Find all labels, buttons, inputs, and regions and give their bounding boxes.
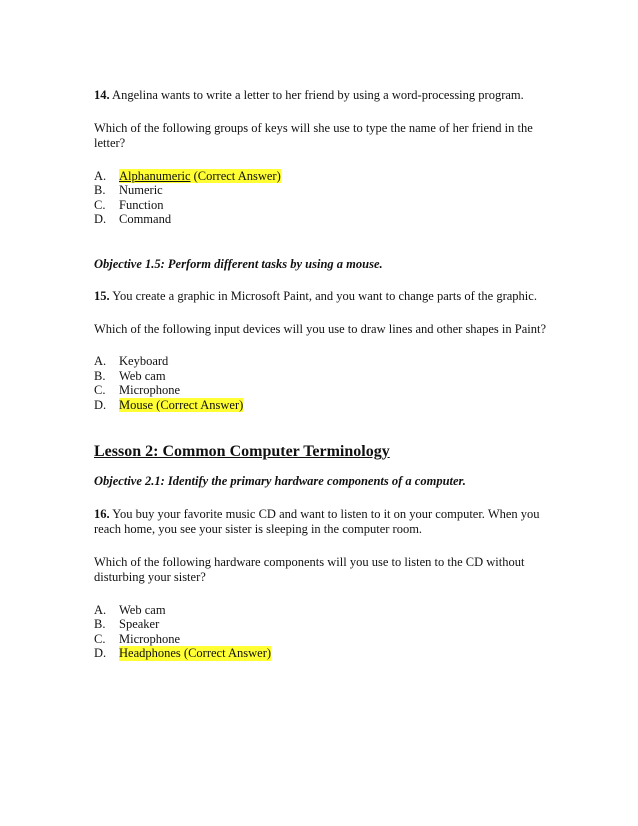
option-letter: A. — [94, 602, 107, 617]
option-row — [94, 617, 564, 632]
question-15-stem-text: You create a graphic in Microsoft Paint, and you want to change parts of the graphic. — [109, 289, 537, 303]
option-row — [94, 632, 564, 647]
option-text: Keyboard — [119, 354, 169, 368]
option-row — [94, 169, 564, 184]
option-text: Function — [119, 197, 164, 212]
option-text: Alphanumeric — [119, 168, 191, 183]
option-text: Web cam — [119, 368, 166, 383]
option-letter: A. — [94, 354, 107, 368]
question-15-number: 15. — [94, 289, 110, 303]
option-row — [94, 354, 564, 369]
option-text: Speaker — [119, 617, 160, 631]
question-15-prompt: Which of the following input devices will you use to draw lines and other shapes in Paint? — [94, 321, 546, 336]
option-letter: A. — [94, 168, 107, 183]
question-15-stem — [94, 289, 564, 305]
option-row — [94, 383, 564, 398]
question-14-number: 14. — [94, 88, 110, 102]
question-14-stem — [94, 88, 564, 104]
question-14-stem-text: Angelina wants to write a letter to her friend by using a word-processing program. — [109, 88, 524, 102]
question-16-number: 16. — [94, 506, 110, 521]
document-page — [94, 88, 564, 661]
option-letter: D. — [94, 646, 107, 660]
question-15-options — [94, 354, 564, 412]
correct-answer-highlight — [119, 169, 281, 184]
correct-answer-highlight: Headphones (Correct Answer) — [119, 646, 272, 660]
option-text: Web cam — [119, 602, 166, 617]
option-letter: C. — [94, 197, 106, 212]
question-16-options — [94, 603, 564, 661]
option-text: Command — [119, 212, 172, 226]
option-text: Microphone — [119, 383, 181, 397]
option-letter: C. — [94, 631, 106, 646]
correct-answer-label: (Correct Answer) — [190, 168, 281, 183]
question-14-options — [94, 169, 564, 227]
lesson-heading: Lesson 2: Common Computer Terminology — [94, 443, 390, 460]
objective-heading: Objective 2.1: Identify the primary hardware components of a computer. — [94, 474, 466, 488]
option-letter: B. — [94, 368, 106, 383]
option-row — [94, 398, 564, 413]
question-16-prompt: Which of the following hardware components will you use to listen to the CD without disturbing your sister? — [94, 554, 525, 584]
option-row — [94, 603, 564, 618]
option-text: Numeric — [119, 183, 163, 197]
objective-heading: Objective 1.5: Perform different tasks by using a mouse. — [94, 256, 383, 271]
question-16-stem-text: You buy your favorite music CD and want to listen to it on your computer. When you reach home, you see your sister is sleeping in the computer room. — [94, 506, 540, 536]
option-letter: D. — [94, 212, 107, 226]
option-letter: B. — [94, 183, 106, 197]
option-text: Microphone — [119, 631, 181, 646]
option-row — [94, 183, 564, 198]
option-letter: C. — [94, 383, 106, 397]
option-row — [94, 198, 564, 213]
option-letter: D. — [94, 397, 107, 412]
option-row — [94, 646, 564, 661]
question-16-stem — [94, 507, 564, 538]
question-14-prompt: Which of the following groups of keys will she use to type the name of her friend in the letter? — [94, 120, 533, 150]
correct-answer-highlight: Mouse (Correct Answer) — [119, 397, 244, 412]
option-row — [94, 369, 564, 384]
option-row — [94, 212, 564, 227]
option-letter: B. — [94, 617, 106, 631]
